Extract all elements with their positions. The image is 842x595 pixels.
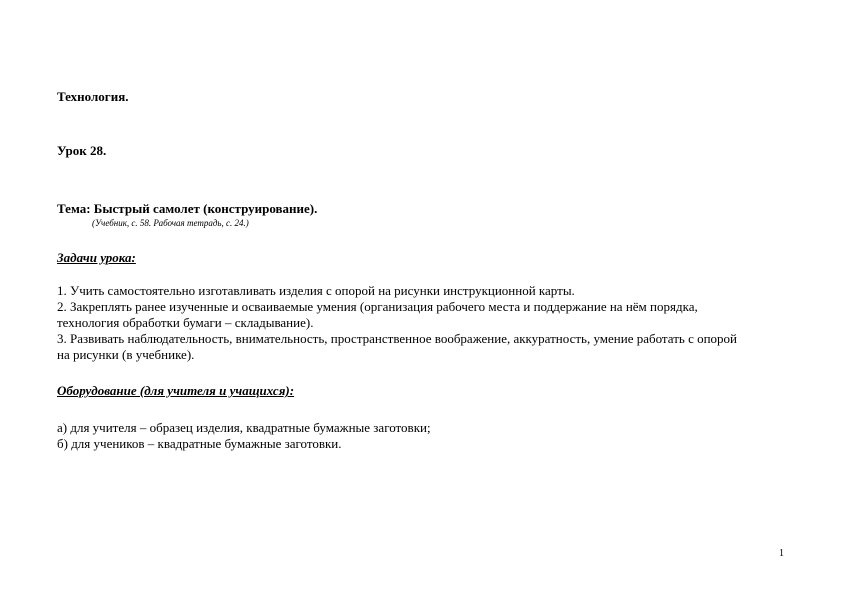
equipment-item: а) для учителя – образец изделия, квадратные бумажные заготовки;	[57, 420, 431, 435]
task-item: на рисунки (в учебнике).	[57, 347, 195, 362]
subject-heading: Технология.	[57, 89, 129, 104]
lesson-topic: Тема: Быстрый самолет (конструирование).	[57, 201, 318, 216]
tasks-heading: Задачи урока:	[57, 250, 136, 265]
task-item: 3. Развивать наблюдательность, внимательность, пространственное воображение, аккуратность, умение работать с опорой	[57, 331, 737, 346]
equipment-item: б) для учеников – квадратные бумажные заготовки.	[57, 436, 342, 451]
equipment-heading: Оборудование (для учителя и учащихся):	[57, 383, 295, 398]
tasks-list	[57, 283, 737, 363]
page-number: 1	[779, 548, 784, 559]
textbook-reference: (Учебник, с. 58. Рабочая тетрадь, с. 24.)	[92, 218, 249, 228]
task-item: технология обработки бумаги – складывание).	[57, 315, 314, 330]
task-item: 1. Учить самостоятельно изготавливать изделия с опорой на рисунки инструкционной карты.	[57, 283, 575, 298]
equipment-list	[57, 420, 431, 452]
task-item: 2. Закреплять ранее изученные и осваиваемые умения (организация рабочего места и поддержание на нём порядка,	[57, 299, 698, 314]
lesson-number: Урок 28.	[57, 143, 107, 158]
